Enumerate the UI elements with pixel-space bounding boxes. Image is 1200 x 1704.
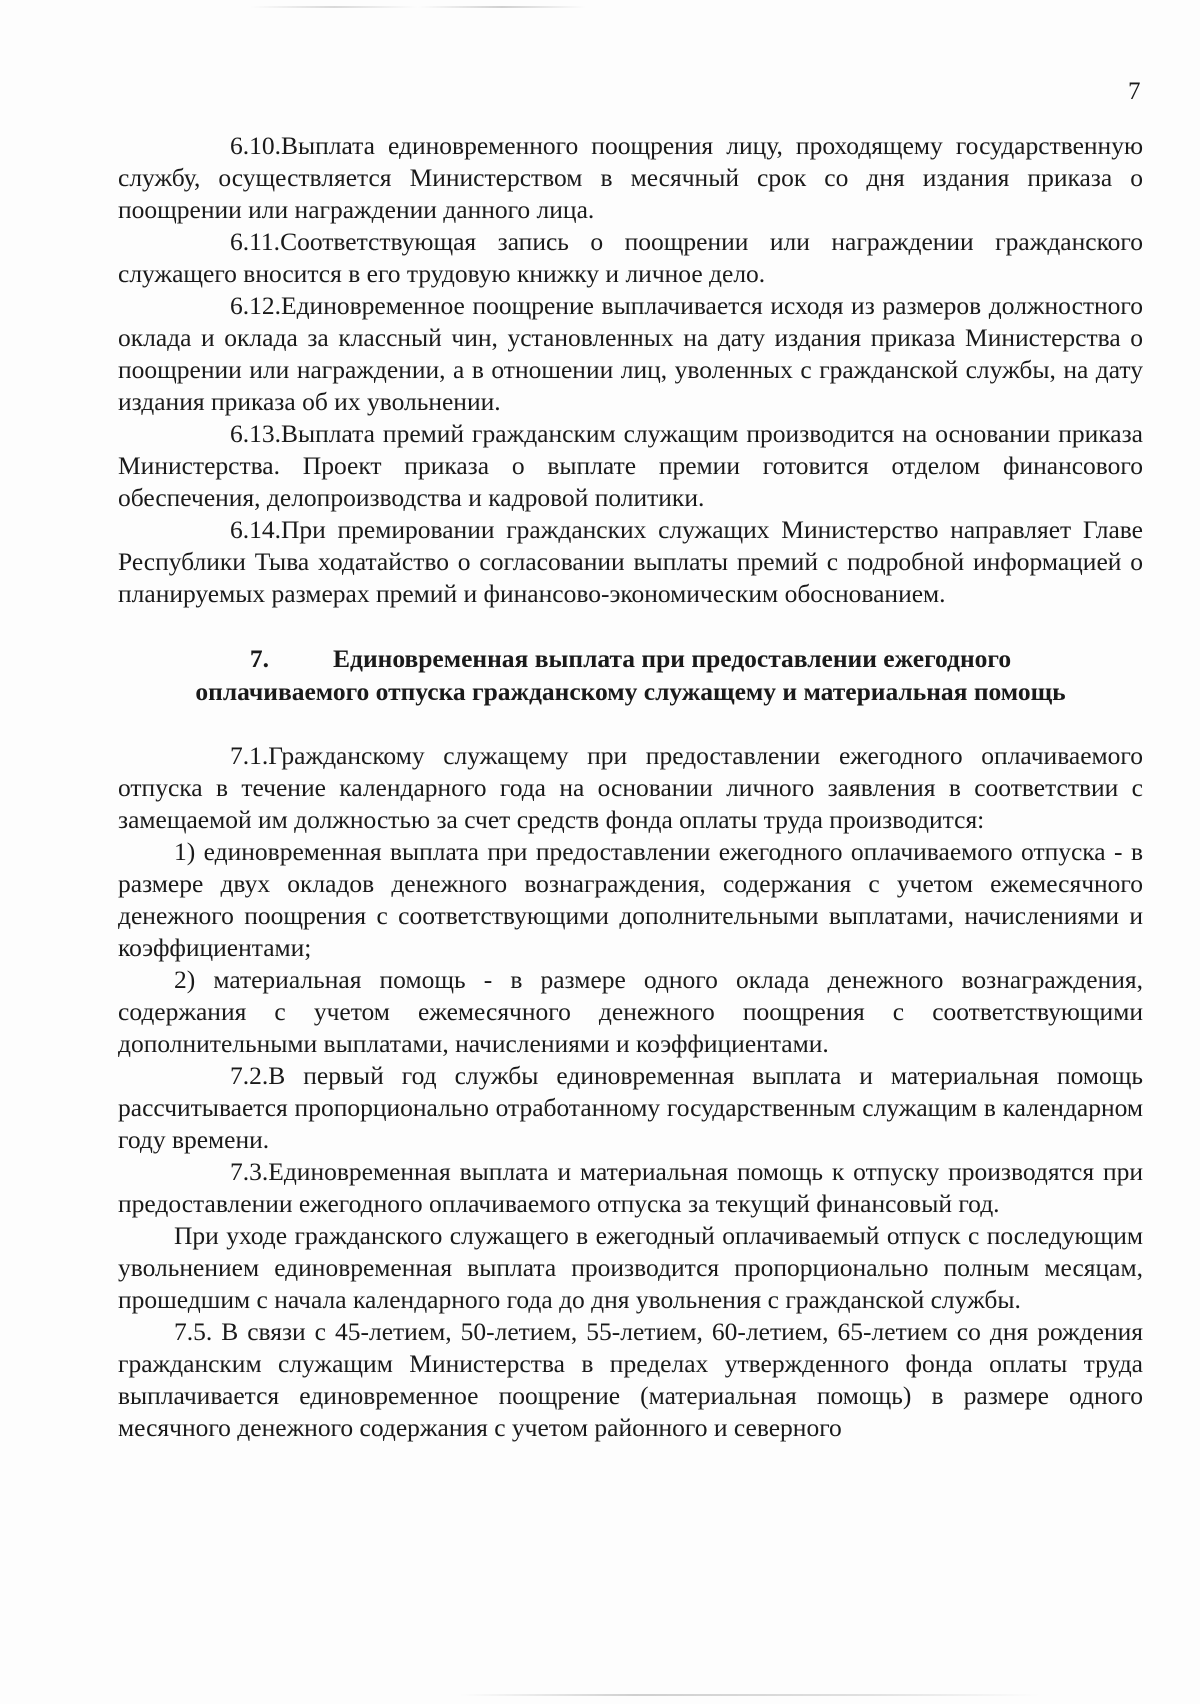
paragraph-text: Соответствующая запись о поощрении или награждении гражданского служащего вносится в его трудовую книжку и личное дело. [118,227,1143,288]
paragraph-number: 6.10. [230,131,281,160]
paragraph-number: 6.12. [230,291,281,320]
paragraph-text: Выплата премий гражданским служащим производится на основании приказа Министерства. Проект приказа о выплате премии готовится отделом финансового обеспечения, делопроизводства и кадровой политики. [118,419,1143,512]
document-body [118,130,1143,1444]
paragraph-number: 7.1. [230,741,269,770]
list-item-2 [118,964,1143,1060]
paragraph-6-14 [118,514,1143,610]
paragraph-number: 6.14. [230,515,281,544]
paragraph-6-10 [118,130,1143,226]
section-title-line-1: Единовременная выплата при предоставлении ежегодного [333,644,1012,673]
section-title-line-2: оплачиваемого отпуска гражданскому служащему и материальная помощь [195,677,1066,706]
page-number: 7 [1128,78,1141,105]
paragraph-7-2 [118,1060,1143,1156]
scan-artifact-top [250,6,670,8]
section-number: 7. [249,644,270,673]
paragraph-text: Единовременное поощрение выплачивается исходя из размеров должностного оклада и оклада за классный чин, установленных на дату издания приказа Министерства о поощрении или награждении, а в отношении лиц, уволенных с гражданской службы, на дату издания приказа об их увольнении. [118,291,1143,416]
paragraph-text: Гражданскому служащему при предоставлении ежегодного оплачиваемого отпуска в течение календарного года на основании личного заявления в соответствии с замещаемой им должностью за счет средств фонда оплаты труда производится: [118,741,1143,834]
paragraph-6-13 [118,418,1143,514]
paragraph-text: Единовременная выплата и материальная помощь к отпуску производятся при предоставлении ежегодного оплачиваемого отпуска за текущий финансовый год. [118,1157,1143,1218]
paragraph-6-12 [118,290,1143,418]
paragraph-text: В первый год службы единовременная выплата и материальная помощь рассчитывается пропорционально отработанному государственным служащим в календарном году времени. [118,1061,1143,1154]
list-item-1 [118,836,1143,964]
paragraph-number: 7.2. [230,1061,269,1090]
paragraph-text: При премировании гражданских служащих Министерство направляет Главе Республики Тыва ходатайство о согласовании выплаты премий с подробной информацией о планируемых размерах премий и финансово-экономическим обоснованием. [118,515,1143,608]
paragraph-7-3 [118,1156,1143,1220]
paragraph-text: Выплата единовременного поощрения лицу, проходящему государственную службу, осуществляется Министерством в месячный срок со дня издания приказа о поощрении или награждении данного лица. [118,131,1143,224]
paragraph-number: 6.13. [230,419,281,448]
paragraph-text: При уходе гражданского служащего в ежегодный оплачиваемый отпуск с последующим увольнением единовременная выплата производится пропорционально полным месяцам, прошедшим с начала календарного года до дня увольнения с гражданской службы. [118,1221,1143,1314]
section-heading [118,642,1143,708]
paragraph-dismissal [118,1220,1143,1316]
paragraph-text: 1) единовременная выплата при предоставлении ежегодного оплачиваемого отпуска - в размере двух окладов денежного вознаграждения, содержания с учетом ежемесячного денежного поощрения с соответствующими дополнительными выплатами, начислениями и коэффициентами; [118,837,1143,962]
paragraph-number: 7.3. [230,1157,269,1186]
paragraph-number: 6.11. [230,227,281,256]
paragraph-7-5 [118,1316,1143,1444]
paragraph-text: 7.5. В связи с 45-летием, 50-летием, 55-летием, 60-летием, 65-летием со дня рождения гражданским служащим Министерства в пределах утвержденного фонда оплаты труда выплачивается единовременное поощрение (материальная помощь) в размере одного месячного денежного содержания с учетом районного и северного [118,1317,1143,1442]
paragraph-text: 2) материальная помощь - в размере одного оклада денежного вознаграждения, содержания с учетом ежемесячного денежного поощрения с соответствующими дополнительными выплатами, начислениями и коэффициентами. [118,965,1143,1058]
paragraph-7-1 [118,740,1143,836]
section-heading-line-1 [118,642,1143,675]
paragraph-6-11 [118,226,1143,290]
scan-artifact-bottom [460,1694,1040,1696]
